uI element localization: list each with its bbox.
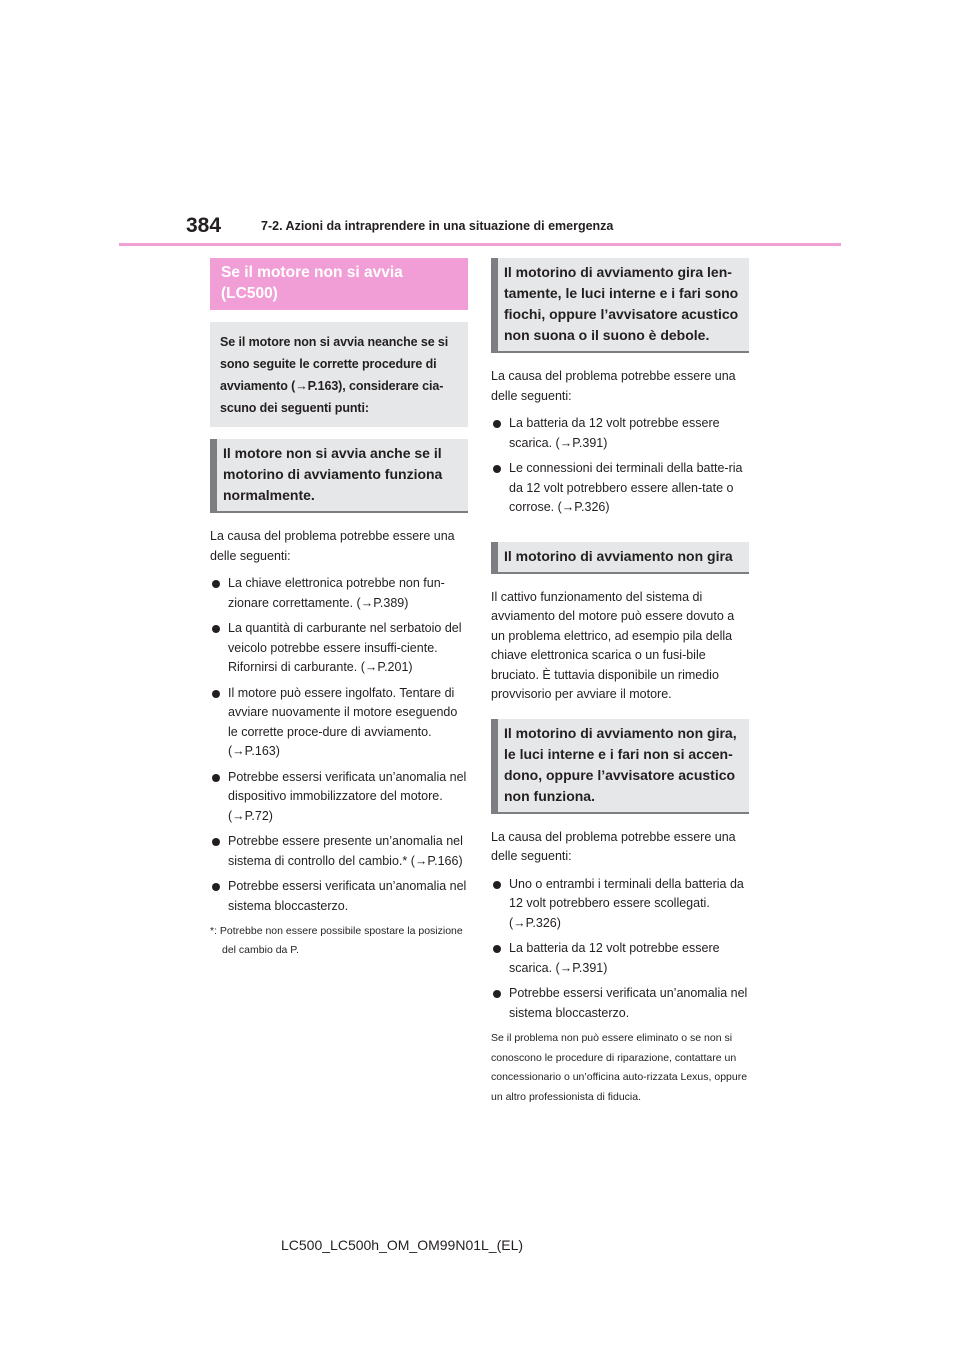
list-item: La quantità di carburante nel serbatoio del veicolo potrebbe essere insuffi-ciente. Rifornirsi di carburante. (→P.201) [210,619,468,678]
list-item: La batteria da 12 volt potrebbe essere scarica. (→P.391) [491,939,749,978]
list-item: Potrebbe essersi verificata un’anomalia nel sistema bloccasterzo. [210,877,468,916]
contact-note: Se il problema non può essere eliminato o se non si conoscono le procedure di riparazione, contattare un concessionario o un’officina auto-rizzata Lexus, oppure un altro professionista di fiducia. [491,1032,748,1103]
list-item: Potrebbe essere presente un’anomalia nel sistema di controllo del cambio.* (→P.166) [210,832,468,871]
right-column [491,258,749,1107]
subheading-starter-not-turning: Il motorino di avviamento non gira [491,542,749,574]
lead-text: La causa del problema potrebbe essere una delle seguenti: [491,829,736,863]
paragraph: Il cattivo funzionamento del sistema di avviamento del motore può essere dovuto a un problema elettrico, ad esempio pila della chiave elettronica scarica o un fusi-bile bruciato. È tuttavia disponibile un rimedio provvisorio per avviare il motore. [491,589,735,701]
intro-box: Se il motore non si avvia neanche se si sono seguite le corrette procedure di avviamento (→P.163), considerare cia-scuno dei seguenti punti: [210,322,468,427]
cause-list [491,414,749,518]
list-item: La chiave elettronica potrebbe non fun-zionare correttamente. (→P.389) [210,574,468,613]
section-title: Se il motore non si avvia (LC500) [210,258,468,310]
left-column [210,258,468,960]
cause-list [210,574,468,916]
subheading-starter-slow: Il motorino di avviamento gira len-tamente, le luci interne e i fari sono fiochi, oppure l’avvisatore acustico non suona o il suono è debole. [491,258,749,353]
list-item: Il motore può essere ingolfato. Tentare di avviare nuovamente il motore eseguendo le corrette proce-dure di avviamento. (→P.163) [210,684,468,762]
subheading-starter-normal: Il motore non si avvia anche se il motorino di avviamento funziona normalmente. [210,439,468,513]
list-item: Uno o entrambi i terminali della batteria da 12 volt potrebbero essere scollegati. (→P.326) [491,875,749,934]
document-code: LC500_LC500h_OM_OM99N01L_(EL) [281,1237,524,1253]
lead-text: La causa del problema potrebbe essere una delle seguenti: [210,529,455,563]
header-divider [119,243,841,246]
page-number: 384 [186,214,222,237]
footnote: *: Potrebbe non essere possibile spostare la posizione del cambio da P. [210,925,463,956]
list-item: Potrebbe essersi verificata un’anomalia nel sistema bloccasterzo. [491,984,749,1023]
list-item: Le connessioni dei terminali della batte-ria da 12 volt potrebbero essere allen-tate o corrose. (→P.326) [491,459,749,518]
section-header: 7-2. Azioni da intraprendere in una situazione di emergenza [261,219,614,233]
lead-text: La causa del problema potrebbe essere una delle seguenti: [491,369,736,403]
list-item: La batteria da 12 volt potrebbe essere scarica. (→P.391) [491,414,749,453]
list-item: Potrebbe essersi verificata un’anomalia nel dispositivo immobilizzatore del motore. (→P.72) [210,768,468,827]
cause-list [491,875,749,1024]
subheading-starter-no-power: Il motorino di avviamento non gira, le luci interne e i fari non si accen-dono, oppure l’avvisatore acustico non funziona. [491,719,749,814]
